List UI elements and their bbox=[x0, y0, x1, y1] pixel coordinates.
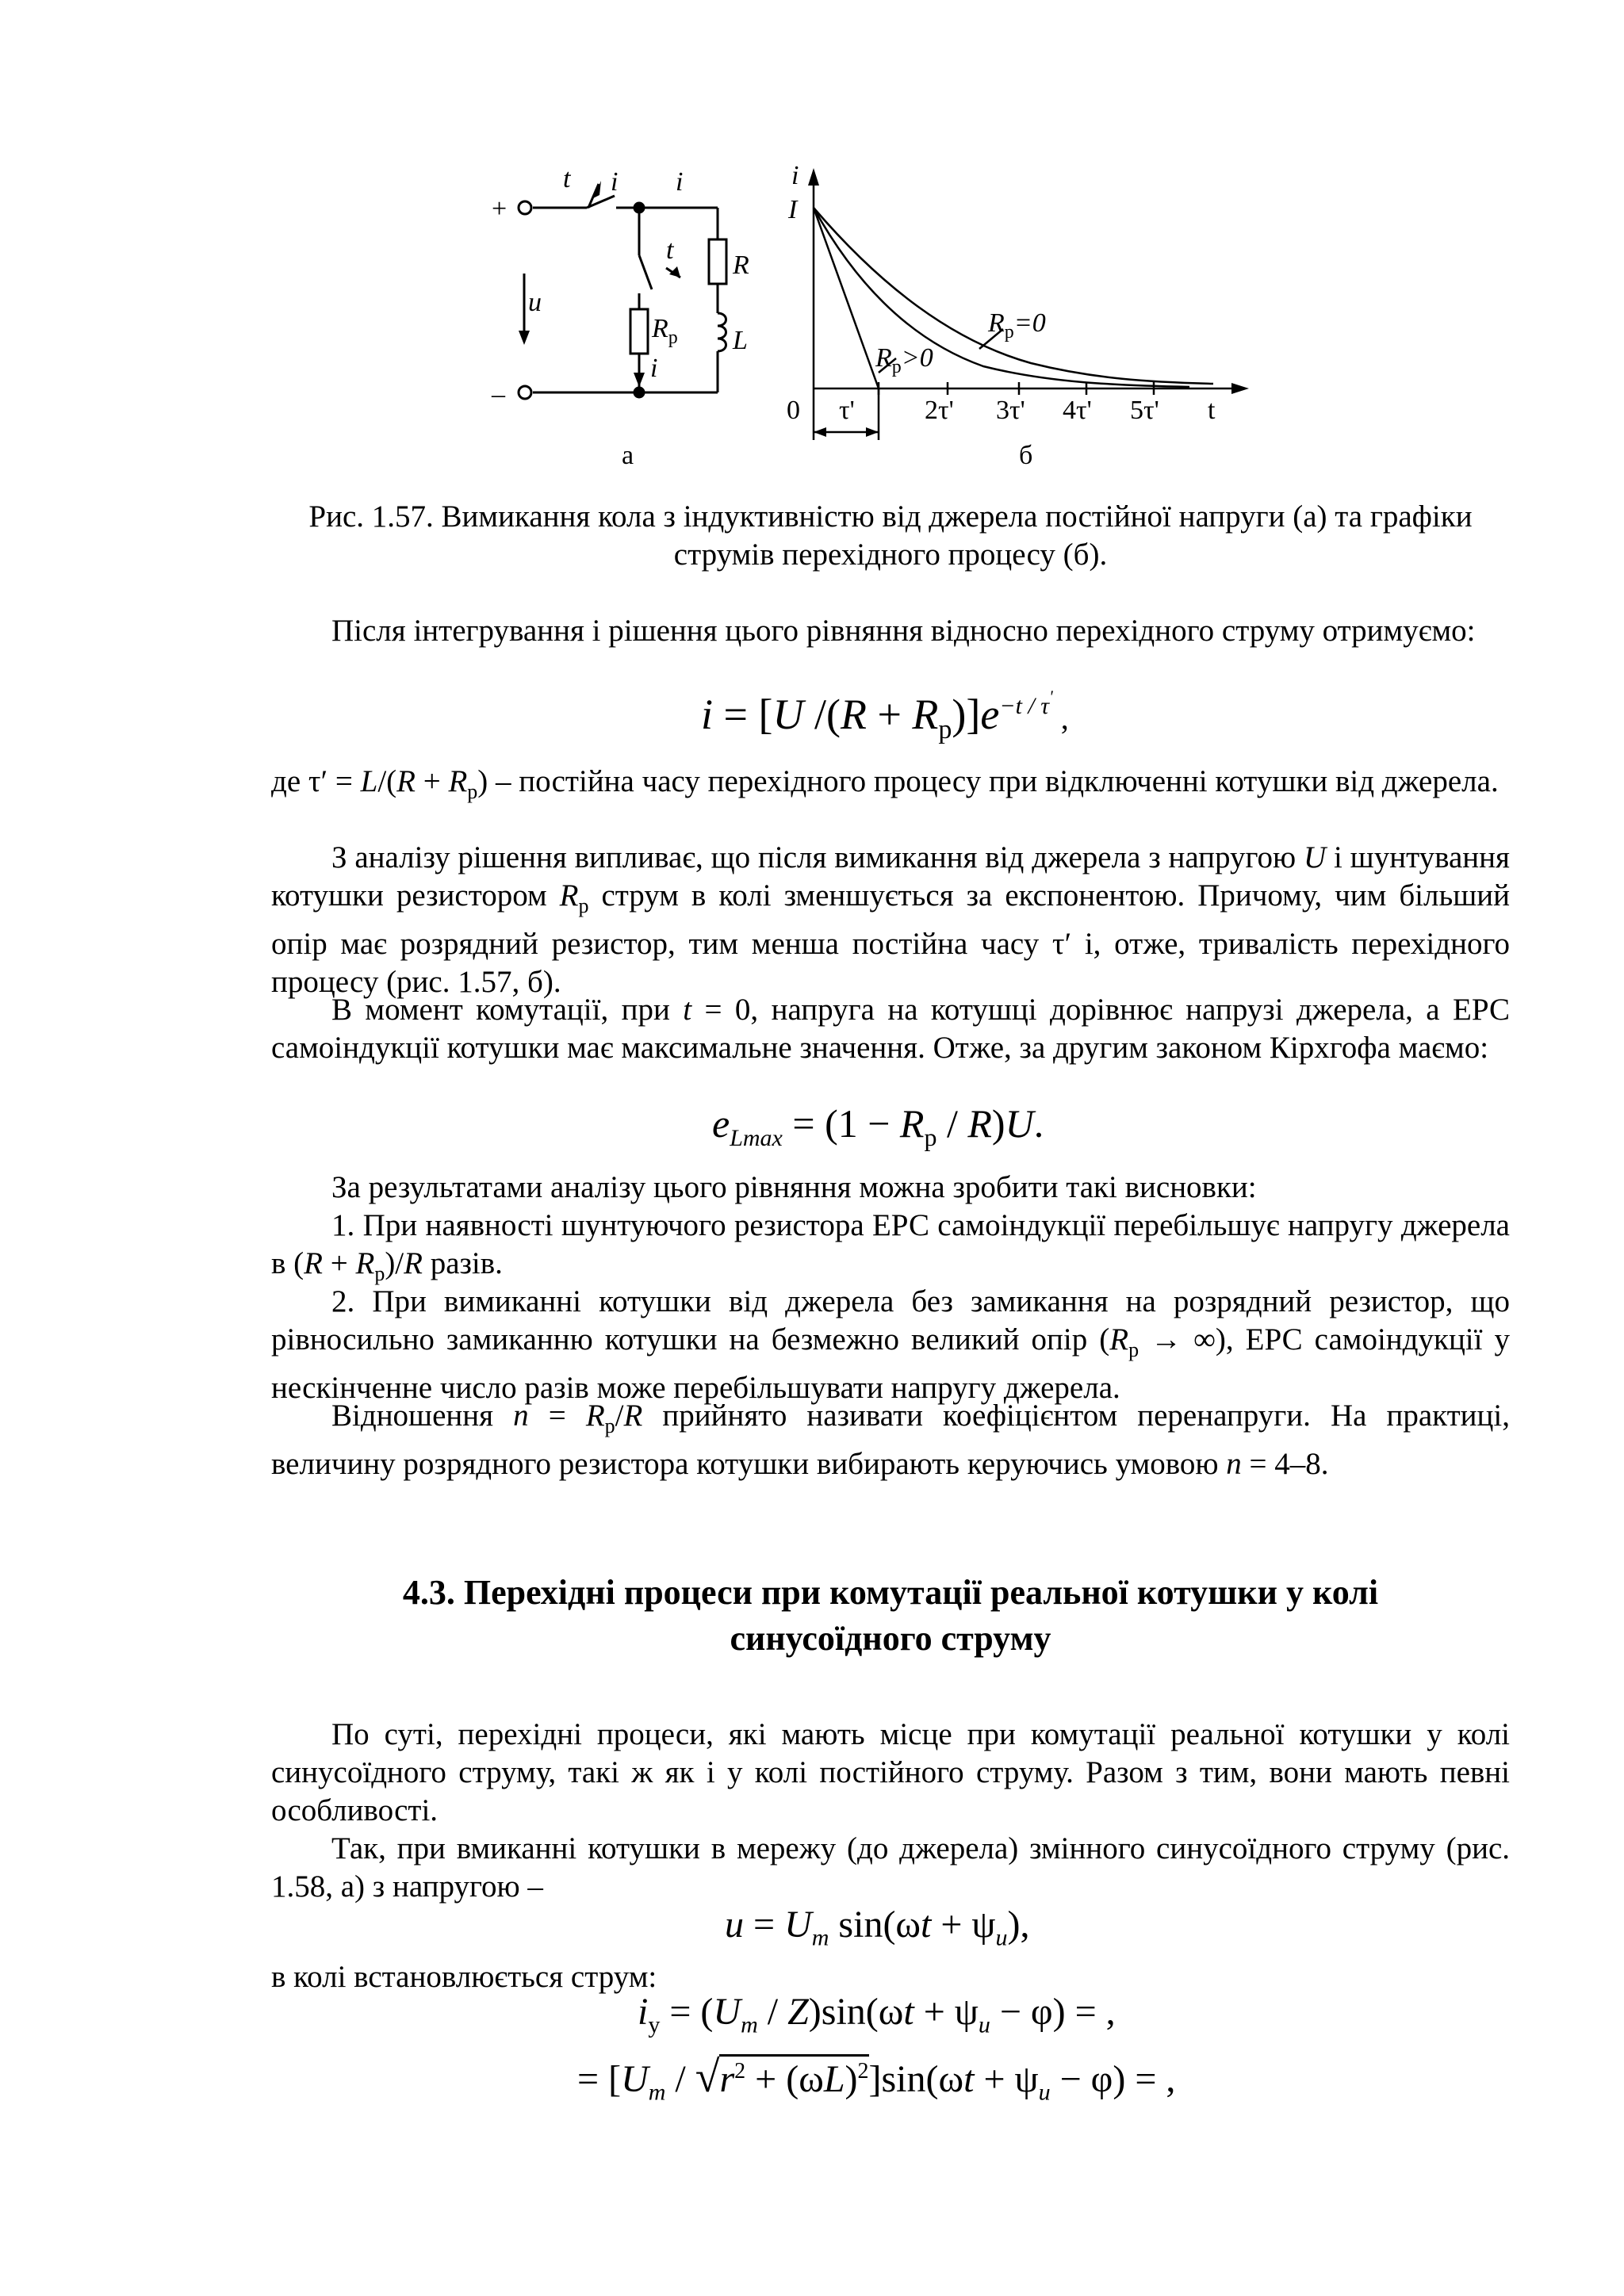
sublabel-b: б bbox=[1019, 441, 1033, 470]
label-origin: 0 bbox=[787, 396, 800, 425]
label-current-top-right: i bbox=[676, 167, 684, 197]
paragraph-2: де $\tau' = L/(R + R_р)$ – постійна часу перехідного процесу при відключенні котушки від джерела. bbox=[271, 764, 1499, 803]
tau-arrow-right bbox=[866, 427, 879, 437]
x-axis-arrow-head bbox=[1231, 383, 1249, 394]
label-y-axis: i bbox=[791, 161, 799, 190]
label-Rp: $R_р$ bbox=[652, 314, 678, 348]
resistor-Rp bbox=[630, 309, 648, 354]
paragraph-7: 2. При вимиканні котушки від джерела без замикання на розрядний резистор, що рівносильно замиканню котушки на безмежно великий опір ($R_р$ → ∞), ЕРС самоіндукції у нескінченне число разів може перебільшувати напругу джерела. bbox=[271, 1284, 1510, 1405]
paragraph-10: Так, при вмиканні котушки в мережу (до джерела) змінного синусоїдного струму (рис. 1.58, а) з напругою – bbox=[271, 1831, 1510, 1904]
tick-label-3: 3τ' bbox=[996, 396, 1025, 425]
inductor-L bbox=[718, 313, 726, 351]
circuit-diagram bbox=[519, 196, 726, 399]
tick-label-1: τ' bbox=[839, 396, 855, 425]
sqrt-icon: √ bbox=[695, 2053, 720, 2102]
tick-label-5: 5τ' bbox=[1130, 396, 1159, 425]
paragraph-8: Відношення $n = R_р/R$ прийнято називати коефіцієнтом перенапруги. На практиці, величину розрядного резистора котушки вибирають керуючись умовою n = 4–8. bbox=[271, 1399, 1510, 1481]
label-current-bottom: i bbox=[650, 354, 658, 383]
label-switch-top: t bbox=[563, 164, 571, 193]
label-minus: – bbox=[492, 380, 505, 409]
tick-label-2: 2τ' bbox=[925, 396, 954, 425]
terminal-plus bbox=[519, 201, 531, 214]
label-I: I bbox=[788, 195, 798, 224]
paragraph-6: 1. При наявності шунтуючого резистора ЕРС самоіндукції перебільшує напругу джерела в $(R + R_р)/R$ разів. bbox=[271, 1208, 1510, 1285]
label-switch-mid: t bbox=[666, 235, 674, 265]
tau-arrow-left bbox=[814, 427, 826, 437]
figure-caption: Рис. 1.57. Вимикання кола з індуктивністю від джерела постійної напруги (а) та графіки струмів перехідного процесу (б). bbox=[308, 499, 1473, 572]
voltage-arrow-head bbox=[519, 331, 530, 345]
equation-voltage: $u = U_m$ $\sin(\omega t + \psi_u)$, bbox=[725, 1904, 1030, 1951]
paragraph-9: По суті, перехідні процеси, які мають місце при комутації реальної котушки у колі синусоїдного струму, такі ж як і у колі постійного струму. Разом з тим, вони мають певні особливості. bbox=[271, 1717, 1510, 1827]
label-x-axis: t bbox=[1208, 396, 1216, 425]
figure-circuit-and-graph bbox=[476, 155, 1253, 488]
section-heading-line-1: 4.3. Перехідні процеси при комутації реальної котушки у колі bbox=[402, 1573, 1379, 1612]
paragraph-1: Після інтегрування і рішення цього рівняння відносно перехідного струму отримуємо: bbox=[331, 614, 1476, 648]
switch-mid-blade bbox=[639, 255, 652, 289]
resistor-R bbox=[709, 239, 726, 284]
section-heading-line-2: синусоїдного струму bbox=[730, 1619, 1051, 1658]
equation-steady-current-expanded: = $[U_m / √r^2 + (\omega L)^2]\sin(\omega t + \psi_u - \varphi)$ = , bbox=[577, 2053, 1176, 2106]
equation-current-decay: i = [U $/(R + R_р)]e^{-t / \tau'}$ , bbox=[701, 687, 1069, 744]
label-current-top-left: i bbox=[611, 167, 619, 197]
paragraph-11: в колі встановлюється струм: bbox=[271, 1960, 657, 1994]
label-plus: + bbox=[492, 194, 508, 224]
paragraph-3: З аналізу рішення випливає, що після вимикання від джерела з напругою U і шунтування котушки резистором $R_р$ струм в колі зменшується за експонентою. Причому, чим більший опір має розрядний резистор, тим менша постійна часу τ′ і, отже, тривалість перехідного процесу (рис. 1.57, б). bbox=[271, 840, 1511, 999]
label-L: L bbox=[733, 326, 748, 355]
paragraph-5: За результатами аналізу цього рівняння можна зробити такі висновки: bbox=[331, 1170, 1257, 1204]
y-axis-arrow-head bbox=[808, 168, 819, 186]
sublabel-a: а bbox=[622, 441, 634, 470]
tangent-line bbox=[814, 208, 879, 388]
paragraph-4: В момент комутації, при t = 0, напруга на котушці дорівнює напрузі джерела, а ЕРС самоіндукції котушки має максимальне значення. Отже, за другим законом Кірхгофа маємо: bbox=[271, 993, 1511, 1065]
curve-Rp-eq-0 bbox=[814, 208, 1213, 384]
label-R: R bbox=[733, 251, 749, 280]
current-arrow-head bbox=[634, 373, 645, 387]
label-curve-Rp-eq-0: $R_р=0$ bbox=[988, 308, 1046, 342]
label-curve-Rp-gt-0: $R_р>0$ bbox=[875, 343, 933, 377]
tick-label-4: 4τ' bbox=[1063, 396, 1092, 425]
equation-steady-current: $i_у = (U_m / Z)\sin(\omega t + \psi_u - \varphi)$ = , bbox=[638, 1991, 1116, 2038]
terminal-minus bbox=[519, 386, 531, 399]
label-voltage: u bbox=[528, 288, 542, 317]
section-heading bbox=[271, 1570, 1510, 1662]
curve-Rp-gt-0 bbox=[814, 208, 1189, 387]
equation-emf-max: $e_{Lmax} = (1 - R_р / R)U$. bbox=[712, 1101, 1044, 1151]
